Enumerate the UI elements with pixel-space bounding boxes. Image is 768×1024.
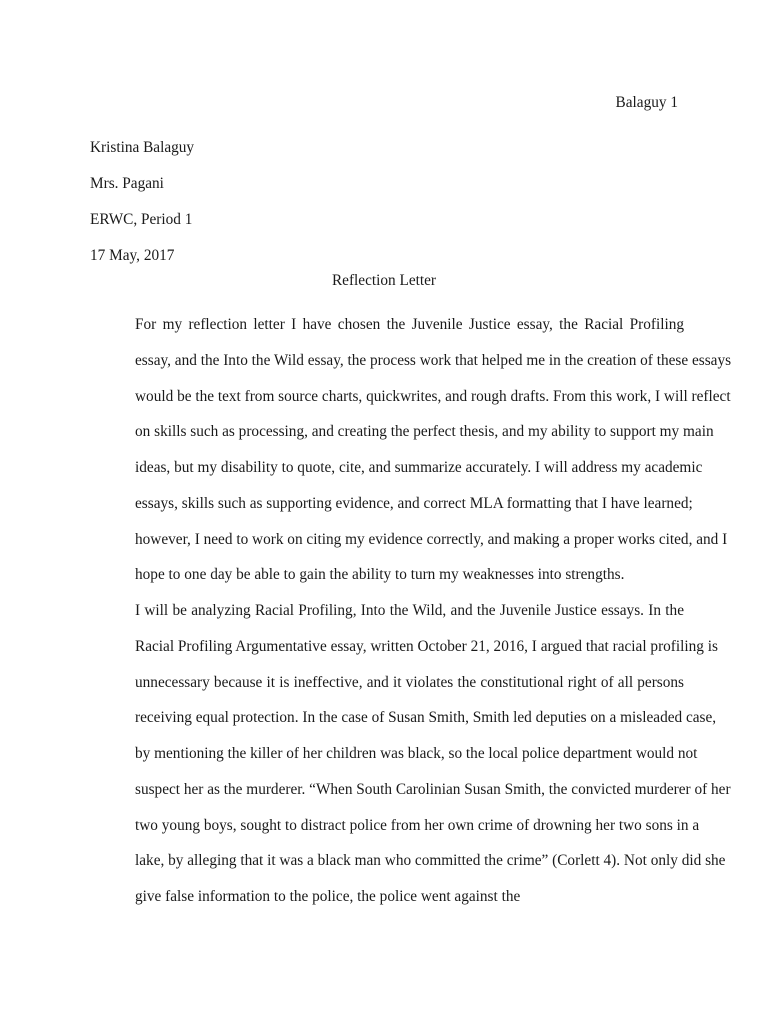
document-date: 17 May, 2017 [90, 247, 175, 264]
text-line: ideas, but my disability to quote, cite, and summarize accurately. I will address my academic [135, 459, 703, 476]
text-line: give false information to the police, the police went against the [135, 888, 521, 905]
text-line: receiving equal protection. In the case of Susan Smith, Smith led deputies on a misleaded case, [135, 709, 717, 727]
student-name: Kristina Balaguy [90, 139, 195, 156]
text-line: Racial Profiling Argumentative essay, written October 21, 2016, I argued that racial profiling is [135, 637, 718, 655]
course-name: ERWC, Period 1 [90, 211, 193, 228]
paragraph-1 [90, 307, 732, 593]
text-line: unnecessary because it is ineffective, and it violates the constitutional right of all persons [135, 673, 684, 691]
text-line: I will be analyzing Racial Profiling, Into the Wild, and the Juvenile Justice essays. In the [135, 602, 684, 619]
running-header: Balaguy 1 [615, 94, 678, 111]
text-line: however, I need to work on citing my evidence correctly, and making a proper works cited, and I [135, 530, 728, 548]
paragraph-2 [90, 593, 731, 915]
text-line: two young boys, sought to distract police from her own crime of drowning her two sons in a [135, 816, 700, 834]
document-title: Reflection Letter [331, 272, 437, 289]
teacher-name: Mrs. Pagani [90, 175, 164, 192]
text-line: suspect her as the murderer. “When South Carolinian Susan Smith, the convicted murderer of her [135, 780, 731, 798]
text-line: hope to one day be able to gain the ability to turn my weaknesses into strengths. [135, 566, 625, 584]
text-line: by mentioning the killer of her children was black, so the local police department would not [135, 745, 698, 762]
text-line: on skills such as processing, and creating the perfect thesis, and my ability to support my main [135, 423, 714, 441]
text-line: essay, and the Into the Wild essay, the process work that helped me in the creation of these essays [135, 351, 732, 369]
text-line: For my reflection letter I have chosen the Juvenile Justice essay, the Racial Profiling [135, 316, 684, 333]
text-line: lake, by alleging that it was a black man who committed the crime” (Corlett 4). Not only did she [135, 852, 726, 870]
text-line: would be the text from source charts, quickwrites, and rough drafts. From this work, I will reflect [135, 387, 731, 405]
text-line: essays, skills such as supporting evidence, and correct MLA formatting that I have learned; [135, 494, 693, 512]
document-body [90, 307, 732, 915]
mla-heading [90, 130, 194, 274]
